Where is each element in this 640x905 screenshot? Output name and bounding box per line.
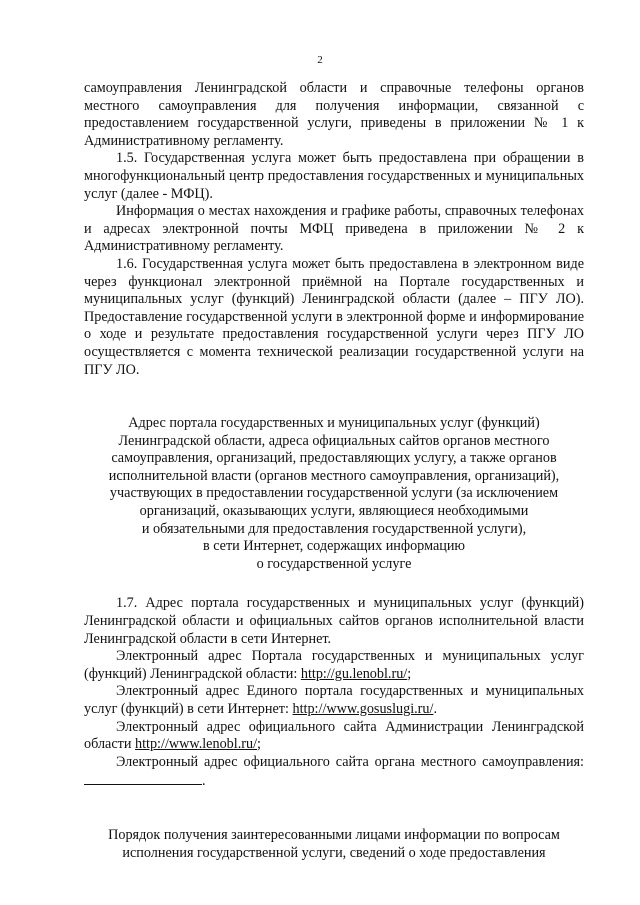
heading-line: Адрес портала государственных и муниципальных услуг (функций)	[128, 415, 540, 432]
gosuslugi-text: Электронный адрес Единого портала государственных и муниципальных услуг (функций) в сети Интернет:	[84, 683, 584, 717]
paragraph-pgu-lo-address	[84, 648, 584, 683]
heading-line: исполнительной власти (органов местного самоуправления, организаций),	[108, 467, 560, 484]
pgu-lo-link[interactable]: http://gu.lenobl.ru/	[300, 665, 408, 682]
gosuslugi-link[interactable]: http://www.gosuslugi.ru/	[292, 701, 434, 717]
paragraph-1-6: 1.6. Государственная услуга может быть предоставлена в электронном виде через функционал электронной приёмной на Портале государственных и муниципальных услуг (функций) Ленинградской области (далее – ПГУ ЛО). Предоставление государственной услуги в электронной форме и информирование о ходе и результате предоставления государственной услуги через ПГУ ЛО осуществляется с момента технической реализации государственной услуги на ПГУ ЛО.	[84, 255, 584, 378]
section-heading-info-procedure	[84, 827, 584, 862]
punctuation: .	[433, 701, 437, 717]
paragraph-continuation: самоуправления Ленинградской области и справочные телефоны органов местного самоуправления для получения информации, связанной с предоставлением государственной услуги, приведены в приложении № 1 к Административному регламенту.	[84, 80, 584, 149]
heading-line: самоуправления, организаций, предоставляющих услугу, а также органов	[111, 450, 557, 467]
local-gov-text: Электронный адрес официального сайта органа местного самоуправления:	[116, 753, 584, 770]
paragraph-local-gov-address	[84, 754, 584, 791]
paragraph-mfc-info: Информация о местах нахождения и графике работы, справочных телефонах и адресах электронной почты МФЦ приведена в приложении № 2 к Административному регламенту.	[84, 203, 584, 255]
heading-line: исполнения государственной услуги, сведений о ходе предоставления	[122, 844, 546, 861]
section-heading-portal-addresses	[84, 415, 584, 573]
heading-line: о государственной услуге	[256, 555, 412, 572]
punctuation: ;	[407, 665, 412, 682]
punctuation: ;	[257, 736, 261, 753]
pgu-lo-text: Электронный адрес Портала государственных и муниципальных услуг (функций) Ленинградской области:	[84, 648, 584, 682]
document-body	[84, 80, 584, 862]
punctuation: .	[202, 773, 206, 790]
paragraph-lenobl-address	[84, 719, 584, 754]
lenobl-text: Электронный адрес официального сайта Администрации Ленинградской области	[84, 718, 584, 753]
lenobl-link[interactable]: http://www.lenobl.ru/	[134, 736, 258, 753]
paragraph-1-7: 1.7. Адрес портала государственных и муниципальных услуг (функций) Ленинградской области и официальных сайтов органов исполнительной власти Ленинградской области в сети Интернет.	[84, 595, 584, 647]
heading-line: участвующих в предоставлении государственной услуги (за исключением	[109, 485, 559, 502]
heading-line: Ленинградской области, адреса официальных сайтов органов местного	[118, 432, 550, 449]
blank-fill-line	[84, 771, 202, 785]
heading-line: в сети Интернет, содержащих информацию	[202, 538, 466, 555]
heading-line: организаций, оказывающих услуги, являющиеся необходимыми	[139, 503, 529, 520]
heading-line: Порядок получения заинтересованными лицами информации по вопросам	[108, 826, 560, 843]
paragraph-gosuslugi-address	[84, 683, 584, 718]
page-number: 2	[317, 54, 323, 66]
heading-line: и обязательными для предоставления государственной услуги),	[141, 520, 527, 537]
paragraph-1-5: 1.5. Государственная услуга может быть предоставлена при обращении в многофункциональный центр предоставления государственных и муниципальных услуг (далее - МФЦ).	[84, 150, 584, 202]
